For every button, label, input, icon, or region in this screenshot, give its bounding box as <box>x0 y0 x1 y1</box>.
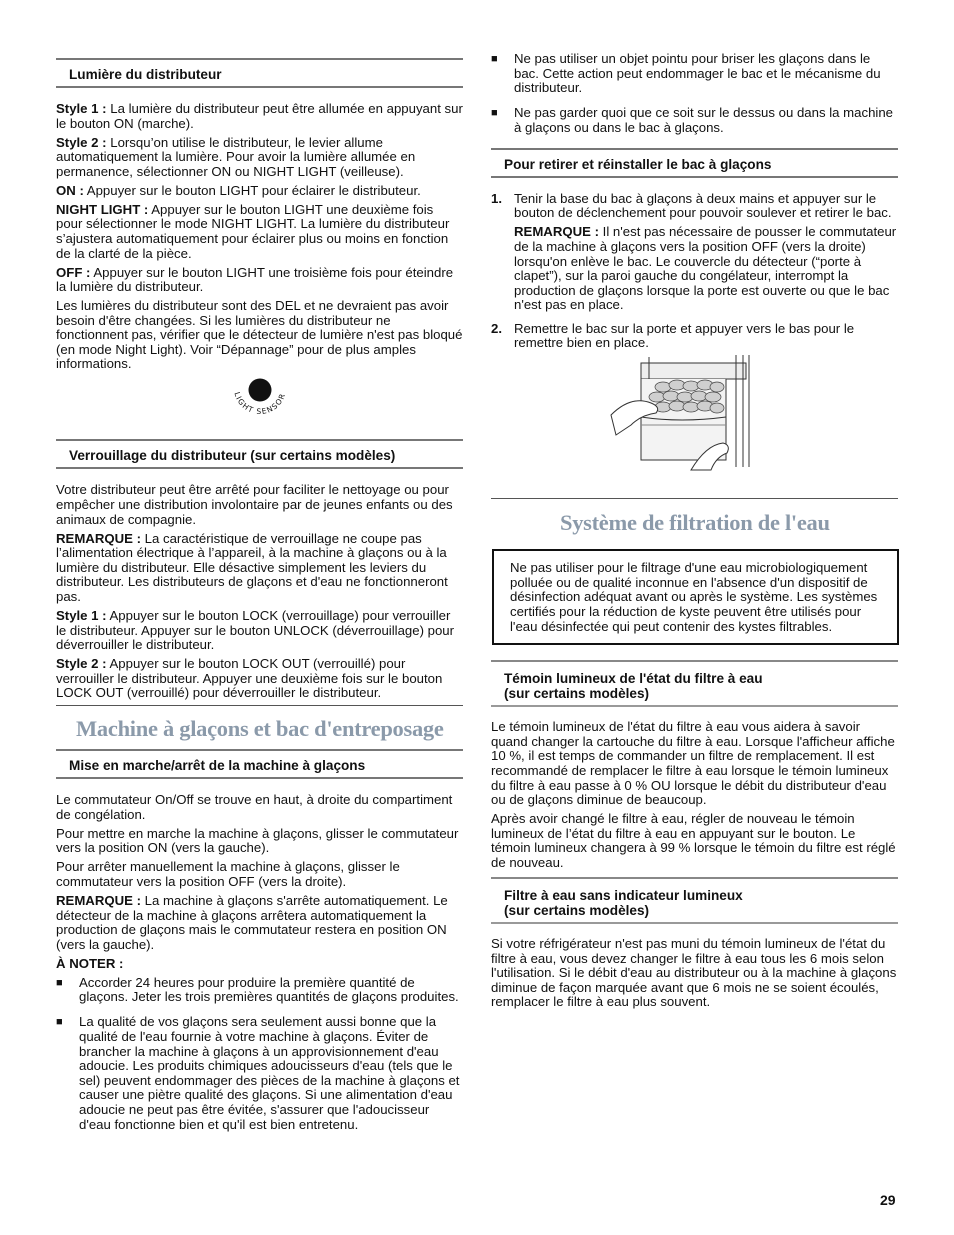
paragraph: Style 1 : La lumière du distributeur peut être allumée en appuyant sur le bouton ON (marche). <box>56 101 463 131</box>
light-sensor-figure <box>56 376 463 438</box>
left-column <box>56 58 463 1137</box>
bullet-icon: ■ <box>56 976 63 989</box>
paragraph: Pour arrêter manuellement la machine à glaçons, glisser le commutateur vers la position OFF (vers la droite). <box>56 859 400 890</box>
paragraph: Les lumières du distributeur sont des DEL et ne devraient pas avoir besoin d'être changées. Si les lumières du distributeur ne fonctionnent pas, vérifier que le détecteur de lumière n'est pas bloqué (en mode Night Light). Voir “Dépannage” pour de plus amples informations. <box>56 298 463 372</box>
paragraph: Style 2 : Appuyer sur le bouton LOCK OUT (verrouillé) pour verrouiller le distributeur. Appuyer une deuxième fois sur le bouton LOCK OUT (verrouillé) pour déverrouiller le distributeur. <box>56 656 443 701</box>
section-title-icemaker-on-off: Mise en marche/arrêt de la machine à glaçons <box>56 749 463 779</box>
list-item: ■ Ne pas garder quoi que ce soit sur le dessus ou dans la machine à glaçons ou dans le bac à glaçons. <box>491 105 893 135</box>
page-number: 29 <box>880 1192 896 1208</box>
light-sensor-icon <box>56 376 463 438</box>
bullet-icon: ■ <box>491 107 498 120</box>
paragraph: Style 1 : Appuyer sur le bouton LOCK (verrouillage) pour verrouiller le distributeur. Appuyer sur le bouton UNLOCK (déverrouillage) pour déverrouiller le distributeur. <box>56 607 455 653</box>
section-title-filter-status: Témoin lumineux de l'état du filtre à eau (sur certains modèles) <box>491 660 898 707</box>
heading-ice-maker: Machine à glaçons et bac d'entreposage <box>76 716 444 742</box>
paragraph: OFF : Appuyer sur le bouton LIGHT une troisième fois pour éteindre la lumière du distributeur. <box>56 264 454 295</box>
list-item: ■ Ne pas utiliser un objet pointu pour briser les glaçons dans le bac. Cette action peut endommager le bac et le mécanisme du distributeur. <box>491 51 881 96</box>
paragraph: REMARQUE : La machine à glaçons s'arrête automatiquement. Le détecteur de la machine à glaçons arrêtera automatiquement la production de glaçons mais le commutateur restera en position ON (vers la gauche). <box>56 893 448 952</box>
section-title-filter-no-indicator: Filtre à eau sans indicateur lumineux (sur certains modèles) <box>491 877 898 924</box>
paragraph: Votre distributeur peut être arrêté pour faciliter le nettoyage ou pour empêcher une distribution involontaire par de jeunes enfants ou des animaux de compagnie. <box>56 482 453 527</box>
bullet-icon: ■ <box>491 53 498 65</box>
paragraph: Si votre réfrigérateur n'est pas muni du témoin lumineux de l'état du filtre à eau, vous devez changer le filtre à eau tous les 6 mois selon l'utilisation. Si le débit d'eau au distributeur ou à la machine à glaçons diminue de façon marquée avant que 6 mois ne se soient écoulés, remplacer le filtre à eau plus souvent. <box>491 935 897 1010</box>
ice-bin-illustration <box>491 355 898 475</box>
section-title-remove-bin: Pour retirer et réinstaller le bac à glaçons <box>491 148 898 178</box>
paragraph: Le commutateur On/Off se trouve en haut, à droite du compartiment de congélation. <box>56 792 453 822</box>
paragraph: REMARQUE : La caractéristique de verrouillage ne coupe pas l’alimentation électrique à l’appareil, à la machine à glaçons ou à la lumière du distributeur. Elle désactive simplement les leviers du distributeur. Les distributeurs de glaçons et d'eau ne fonctionneront pas. <box>56 530 448 604</box>
ice-bin-image <box>491 355 898 475</box>
paragraph: Pour mettre en marche la machine à glaçons, glisser le commutateur vers la position ON (vers la gauche). <box>56 825 459 856</box>
warning-box: Ne pas utiliser pour le filtrage d'une eau microbiologiquement polluée ou de qualité inconnue en l'absence d'un dispositif de désinfection adéquat avant ou après le système. Les systèmes certifiés pour la réduction de kyste peuvent être utilisés pour l'eau désinfectée qui peut contenir des kystes filtrables. <box>492 549 899 645</box>
section-title-dispenser-light: Lumière du distributeur <box>56 58 463 88</box>
heading-water-filtration: Système de filtration de l'eau <box>560 510 830 536</box>
step-item: 1. Tenir la base du bac à glaçons à deux mains et appuyer sur le bouton de déclenchement pour pouvoir soulever et retirer le bac. REMARQUE : Il n'est pas nécessaire de pousser le commutateur de la machine à glaçons vers la position OFF (vers la droite) lorsqu'on enlève le bac. Le couvercle du détecteur (“porte à clapet”), sur la paroi gauche du congélateur, interrompt la production de glaçons lorsque la porte est ouverte ou que le bac n'est pas en place. <box>491 190 897 313</box>
list-item: ■ Accorder 24 heures pour produire la première quantité de glaçons. Jeter les trois premières quantités de glaçons produites. <box>56 974 459 1005</box>
paragraph: Après avoir changé le filtre à eau, régler de nouveau le témoin lumineux de l’état du filtre à eau en appuyant sur le bouton. Le témoin lumineux changera à 99 % lorsque le témoin du filtre est réglé de nouveau. <box>491 811 896 870</box>
step-item: 2. Remettre le bac sur la porte et appuyer vers le bas pour le remettre bien en place. <box>491 320 855 351</box>
icemaker-heading-block <box>56 705 463 742</box>
paragraph: Style 2 : Lorsqu’on utilise le distributeur, le levier allume automatiquement la lumière. Pour avoir la lumière allumée en permanence, sélectionner ON ou NIGHT LIGHT (veilleuse). <box>56 134 416 179</box>
paragraph: ON : Appuyer sur le bouton LIGHT pour éclairer le distributeur. <box>56 182 421 198</box>
light-sensor-label: LIGHT SENSOR <box>232 391 288 417</box>
paragraph: Le témoin lumineux de l'état du filtre à eau vous aidera à savoir quand changer la cartouche du filtre à eau. Lorsque l'afficheur affiche 10 %, il est temps de commander un filtre de remplacement. Il est recommandé de remplacer le filtre à eau lorsque le témoin lumineux du filtre à eau passe à 0 % OU lorsque le débit du distributeur d'eau ou de glaçons diminue de beaucoup. <box>491 719 895 808</box>
section-title-dispenser-lock: Verrouillage du distributeur (sur certains modèles) <box>56 439 463 469</box>
paragraph: NIGHT LIGHT : Appuyer sur le bouton LIGHT une deuxième fois pour sélectionner le mode NIGHT LIGHT. La lumière du distributeur s’ajustera automatiquement pour éclairer plus ou moins en fonction de la clarté de la pièce. <box>56 201 450 261</box>
filtration-heading-block <box>491 498 898 536</box>
list-item: ■ La qualité de vos glaçons sera seulement aussi bonne que la qualité de l'eau fournie à votre machine à glaçons. Éviter de brancher la machine à glaçons à un approvisionnement d'eau adoucie. Les produits chimiques adoucisseurs d'eau (tels que le sel) peuvent endommager des pièces de la machine à glaçons et causer une piètre qualité des glaçons. Si une alimentation d'eau adoucie ne peut pas être évitée, s'assurer que l'adoucisseur d'eau fonctionne bien et qu'il est bien entretenu. <box>56 1014 460 1132</box>
right-column <box>491 52 898 1014</box>
bullet-icon: ■ <box>56 1016 63 1029</box>
note-label: À NOTER : <box>56 955 124 971</box>
